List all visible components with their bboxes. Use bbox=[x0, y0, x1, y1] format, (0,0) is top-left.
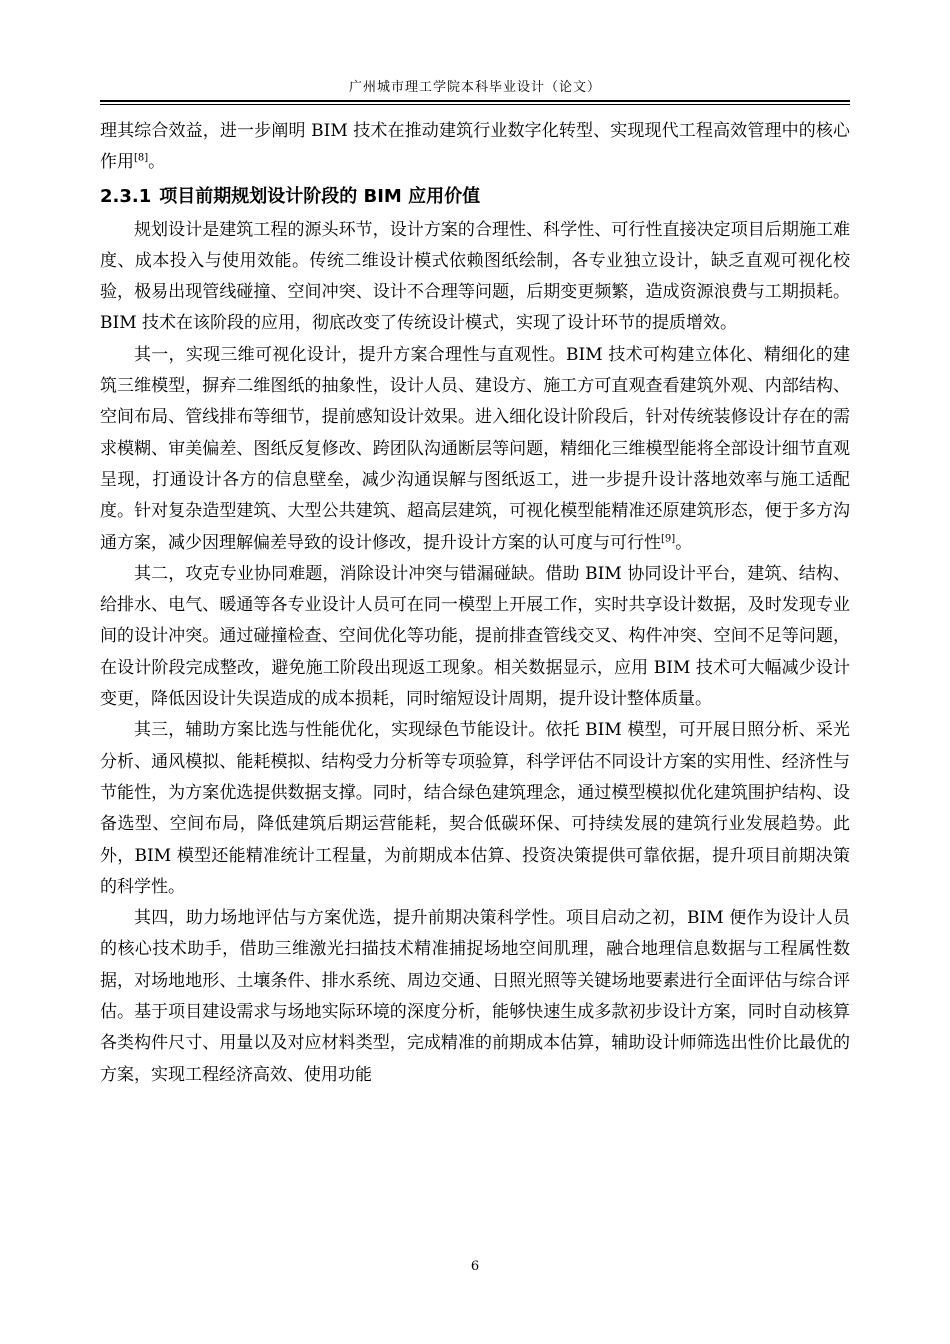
paragraph: 其三，辅助方案比选与性能优化，实现绿色节能设计。依托 BIM 模型，可开展日照分析、采光分析、通风模拟、能耗模拟、结构受力分析等专项验算，科学评估不同设计方案的实用性、经济性与节能性，为方案优选提供数据支撑。同时，结合绿色建筑理念，通过模型模拟优化建筑围护结构、设备选型、空间布局，降低建筑后期运营能耗，契合低碳环保、可持续发展的建筑行业发展趋势。此外，BIM 模型还能精准统计工程量，为前期成本估算、投资决策提供可靠依据，提升项目前期决策的科学性。 bbox=[100, 720, 850, 897]
paragraph-text: 理其综合效益，进一步阐明 BIM 技术在推动建筑行业数字化转型、实现现代工程高效管理中的核心作用 bbox=[100, 121, 850, 173]
paragraph bbox=[100, 340, 850, 559]
body-content bbox=[100, 116, 850, 1091]
header-rule-thin bbox=[100, 104, 850, 105]
citation-ref: [8] bbox=[134, 152, 149, 164]
citation-ref: [9] bbox=[661, 532, 676, 544]
paragraph-tail: 。 bbox=[148, 152, 166, 173]
paragraph-tail: 。 bbox=[675, 532, 693, 553]
paragraph: 规划设计是建筑工程的源头环节，设计方案的合理性、科学性、可行性直接决定项目后期施工难度、成本投入与使用效能。传统二维设计模式依赖图纸绘制，各专业独立设计，缺乏直观可视化校验，极易出现管线碰撞、空间冲突、设计不合理等问题，后期变更频繁，造成资源浪费与工期损耗。BIM 技术在该阶段的应用，彻底改变了传统设计模式，实现了设计环节的提质增效。 bbox=[100, 219, 850, 334]
paragraph-continuation bbox=[100, 116, 850, 179]
section-heading bbox=[100, 179, 850, 215]
paragraph: 其四，助力场地评估与方案优选，提升前期决策科学性。项目启动之初，BIM 便作为设计人员的核心技术助手，借助三维激光扫描技术精准捕捉场地空间肌理，融合地理信息数据与工程属性数据，对场地地形、土壤条件、排水系统、周边交通、日照光照等关键场地要素进行全面评估与综合评估。基于项目建设需求与场地实际环境的深度分析，能够快速生成多款初步设计方案，同时自动核算各类构件尺寸、用量以及对应材料类型，完成精准的前期成本估算，辅助设计师筛选出性价比最优的方案，实现工程经济高效、使用功能 bbox=[100, 908, 850, 1085]
section-title: 项目前期规划设计阶段的 BIM 应用价值 bbox=[159, 185, 481, 207]
header-rule bbox=[100, 100, 850, 102]
running-header: 广州城市理工学院本科毕业设计（论文） bbox=[348, 80, 601, 95]
section-number: 2.3.1 bbox=[100, 185, 152, 207]
paragraph-text: 其一，实现三维可视化设计，提升方案合理性与直观性。BIM 技术可构建立体化、精细化的建筑三维模型，摒弃二维图纸的抽象性，设计人员、建设方、施工方可直观查看建筑外观、内部结构、空间布局、管线排布等细节，提前感知设计效果。进入细化设计阶段后，针对传统装修设计存在的需求模糊、审美偏差、图纸反复修改、跨团队沟通断层等问题，精细化三维模型能将全部设计细节直观呈现，打通设计各方的信息壁垒，减少沟通误解与图纸返工，进一步提升设计落地效率与施工适配度。针对复杂造型建筑、大型公共建筑、超高层建筑，可视化模型能精准还原建筑形态，便于多方沟通方案，减少因理解偏差导致的设计修改，提升设计方案的认可度与可行性 bbox=[100, 344, 850, 553]
page-number: 6 bbox=[470, 1259, 480, 1274]
paragraph: 其二，攻克专业协同难题，消除设计冲突与错漏碰缺。借助 BIM 协同设计平台，建筑、结构、给排水、电气、暖通等各专业设计人员可在同一模型上开展工作，实时共享设计数据，及时发现专业间的设计冲突。通过碰撞检查、空间优化等功能，提前排查管线交叉、构件冲突、空间不足等问题，在设计阶段完成整改，避免施工阶段出现返工现象。相关数据显示，应用 BIM 技术可大幅减少设计变更，降低因设计失误造成的成本损耗，同时缩短设计周期，提升设计整体质量。 bbox=[100, 563, 850, 710]
